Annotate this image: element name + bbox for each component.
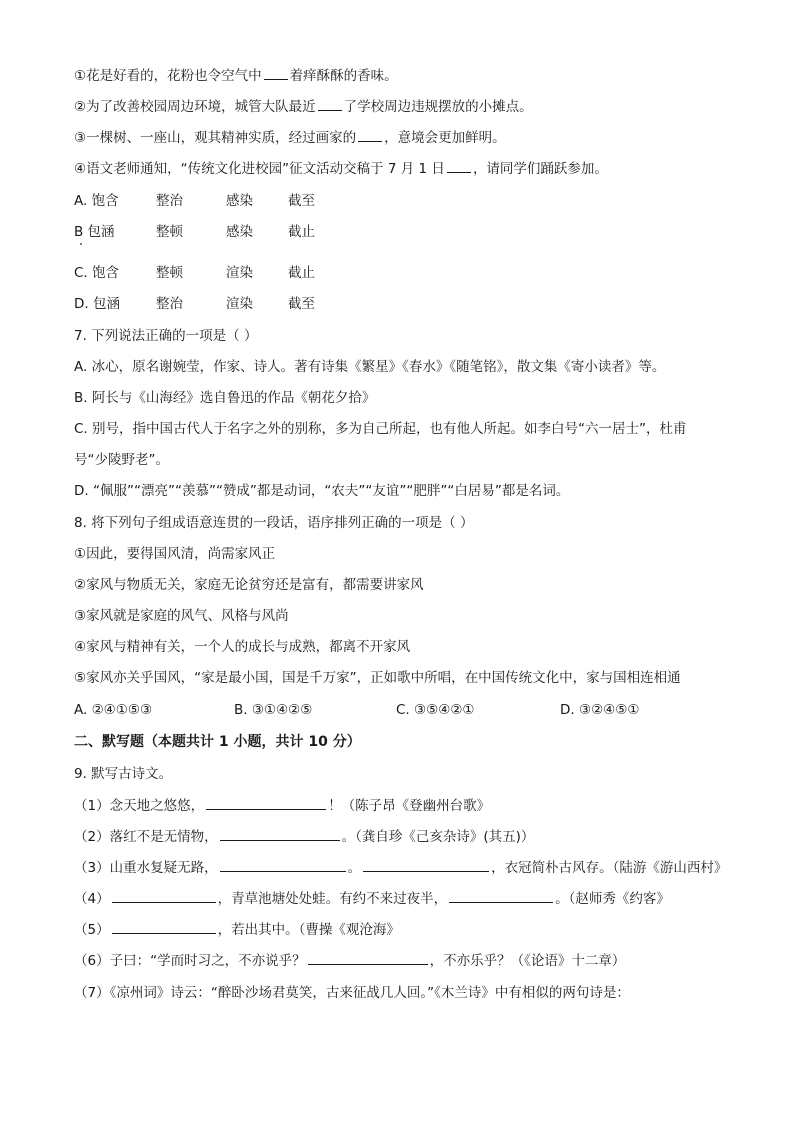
q8-sentence-5: ⑤家风亦关乎国风，“家是最小国，国是千万家”，正如歌中所唱，在中国传统文化中，家与国相连相通 [74,670,681,686]
q8-stem: 8. 将下列句子组成语意连贯的一段话，语序排列正确的一项是（ ） [74,515,474,531]
q8-sentence-1: ①因此，要得国风清，尚需家风正 [74,546,276,562]
q6-option-d[interactable]: D. 包涵 整治 渲染 截至 [74,296,315,312]
q9-part-6: （6）子曰：“学而时习之，不亦说乎？ ，不亦乐乎？（《论语》十二章） [74,950,734,971]
q7-option-a[interactable]: A. 冰心，原名谢婉莹，作家、诗人。著有诗集《繁星》《春水》《随笔铭》，散文集《寄小读者》等。 [74,359,666,375]
q8-option-c[interactable]: C. ③⑤④②① [396,702,475,718]
answer-blank[interactable] [112,888,216,903]
q7-stem: 7. 下列说法正确的一项是（ ） [74,328,258,344]
q6-option-b[interactable]: B 包涵 整顿 感染 截止 [74,224,315,240]
q9-part-1: （1）念天地之悠悠， ！（陈子昂《登幽州台歌》 [74,795,734,816]
answer-blank[interactable] [318,96,342,111]
answer-blank[interactable] [358,127,382,142]
answer-blank[interactable] [264,65,288,80]
q9-part-2: （2）落红不是无情物， 。（龚自珍《己亥杂诗》(其五)） [74,826,734,847]
q7-option-c-cont: 号“少陵野老”。 [74,452,169,468]
answer-blank[interactable] [206,795,326,810]
q7-option-b[interactable]: B. 阿长与《山海经》选自鲁迅的作品《朝花夕拾》 [74,390,376,406]
q9-part-3: （3）山重水复疑无路， 。 ，衣冠简朴古风存。（陆游《游山西村》 [74,857,734,878]
answer-blank[interactable] [112,919,216,934]
q6-item-2: ②为了改善校园周边环境，城管大队最近 了学校周边违规摆放的小摊点。 [74,96,734,117]
answer-blank[interactable] [220,857,346,872]
q6-item-4: ④语文老师通知，“传统文化进校园”征文活动交稿于 7 月 1 日 ，请同学们踊跃参加。 [74,158,734,179]
q6-option-c[interactable]: C. 饱含 整顿 渲染 截止 [74,265,315,281]
section-heading: 二、默写题（本题共计 1 小题，共计 10 分） [74,734,361,750]
answer-blank[interactable] [220,826,340,841]
q7-option-c[interactable]: C. 别号，指中国古代人于名字之外的别称，多为自己所起，也有他人所起。如李白号“六一居士”，杜甫 [74,421,687,437]
q9-stem: 9. 默写古诗文。 [74,766,173,782]
q6-option-a[interactable]: A. 饱含 整治 感染 截至 [74,193,315,209]
q8-option-a[interactable]: A. ②④①⑤③ [74,702,153,718]
q9-part-5: （5） ，若出其中。（曹操《观沧海》 [74,919,734,940]
answer-blank[interactable] [308,950,428,965]
q6-item-1: ①花是好看的，花粉也令空气中 着痒酥酥的香味。 [74,65,734,86]
answer-blank[interactable] [447,158,471,173]
q8-sentence-4: ④家风与精神有关，一个人的成长与成熟，都离不开家风 [74,639,411,655]
stray-dot [80,243,82,245]
q9-part-4: （4） ，青草池塘处处蛙。有约不来过夜半， 。（赵师秀《约客》 [74,888,734,909]
q6-item-3: ③一棵树、一座山，观其精神实质，经过画家的 ，意境会更加鲜明。 [74,127,734,148]
q7-option-d[interactable]: D. “佩服”“漂亮”“羡慕”“赞成”都是动词，“农夫”“友谊”“肥胖”“白居易”都是名词。 [74,483,570,499]
answer-blank[interactable] [449,888,553,903]
answer-blank[interactable] [363,857,489,872]
q8-sentence-2: ②家风与物质无关，家庭无论贫穷还是富有，都需要讲家风 [74,577,424,593]
q8-option-b[interactable]: B. ③①④②⑤ [234,702,313,718]
q9-part-7: （7）《凉州词》诗云：“醉卧沙场君莫笑，古来征战几人回。”《木兰诗》中有相似的两句诗是： [74,985,630,1001]
q8-sentence-3: ③家风就是家庭的风气、风格与风尚 [74,608,289,624]
q8-options [74,700,734,720]
q8-option-d[interactable]: D. ③②④⑤① [560,702,640,718]
